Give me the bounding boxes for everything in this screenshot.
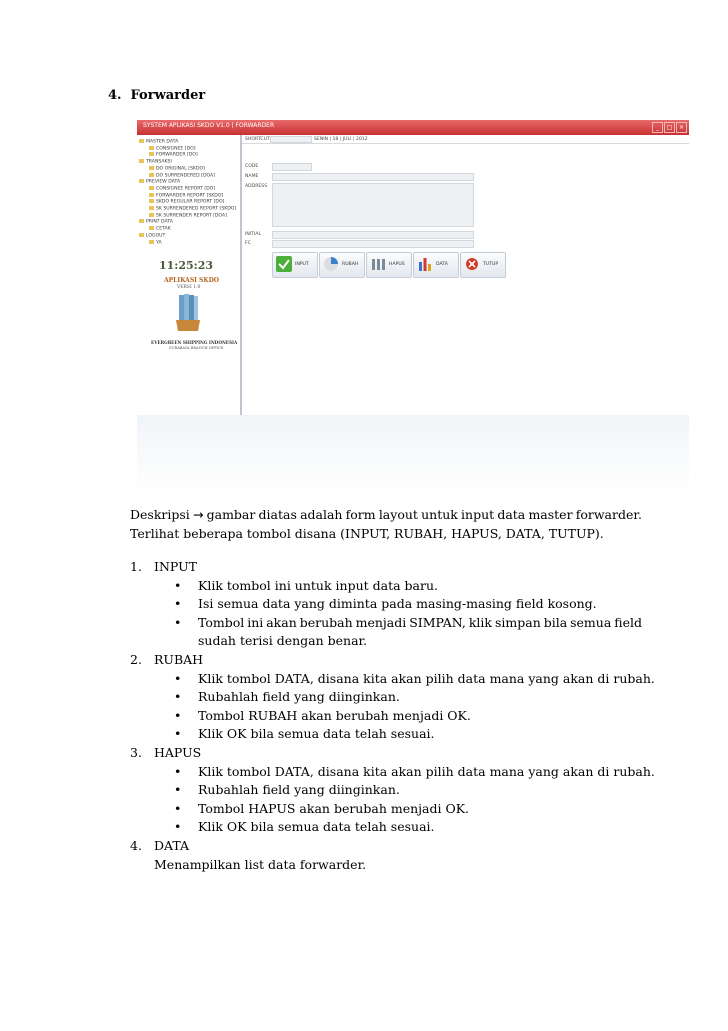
word: Tombol bbox=[198, 614, 245, 630]
app-screenshot bbox=[137, 120, 689, 500]
folder-icon bbox=[149, 193, 154, 197]
bullet-dot: • bbox=[174, 782, 182, 798]
bullet-text: Klik tombol DATA, disana kita akan pilih data mana yang akan di rubah. bbox=[198, 763, 655, 779]
clock-display: 11:25:23 bbox=[159, 259, 214, 272]
tree-item-label: PRINT DATA bbox=[146, 219, 173, 225]
word: berubah bbox=[299, 614, 353, 630]
initial-field[interactable] bbox=[272, 231, 474, 239]
hapus-button-label: HAPUS bbox=[389, 262, 405, 267]
tree-item-label: YA bbox=[156, 240, 162, 246]
word: diatas bbox=[258, 507, 297, 522]
description-line-1 bbox=[130, 505, 642, 524]
section-number: 4. bbox=[108, 88, 122, 103]
tree-item-label: FORWARDER [DO] bbox=[156, 152, 198, 158]
word: ini bbox=[247, 614, 264, 630]
divider bbox=[242, 143, 689, 144]
tree-item-label: TRANSAKSI bbox=[146, 159, 172, 165]
folder-icon bbox=[139, 139, 144, 143]
word: semua bbox=[570, 614, 612, 630]
bullet-dot: • bbox=[174, 726, 182, 742]
tree-item-label: DO ORIGINAL [SKDO] bbox=[156, 166, 205, 172]
bullet-dot: • bbox=[174, 800, 182, 816]
description-line-2: Terlihat beberapa tombol disana (INPUT, RUBAH, HAPUS, DATA, TUTUP). bbox=[130, 526, 604, 541]
bullet-dot: • bbox=[174, 596, 182, 612]
list-number: 2. bbox=[130, 652, 142, 667]
tree-item[interactable] bbox=[139, 179, 236, 186]
list-number: 4. bbox=[130, 838, 142, 853]
list-number: 1. bbox=[130, 559, 142, 574]
folder-icon bbox=[149, 240, 154, 244]
date-display: SENIN | 18 | JULI | 2012 bbox=[314, 137, 368, 142]
tutup-button[interactable] bbox=[460, 252, 506, 278]
tree-item[interactable] bbox=[139, 199, 236, 206]
folder-icon bbox=[149, 152, 154, 156]
bullet-item bbox=[174, 801, 469, 816]
checkmark-icon bbox=[276, 256, 292, 272]
input-button[interactable] bbox=[272, 252, 318, 278]
bullet-text: Rubahlah field yang diinginkan. bbox=[198, 689, 400, 705]
bullet-text: Rubahlah field yang diinginkan. bbox=[198, 782, 400, 798]
tree-item[interactable] bbox=[139, 152, 236, 159]
bullet-item bbox=[174, 689, 400, 704]
list-item-title bbox=[130, 559, 197, 574]
tree-item[interactable] bbox=[139, 213, 236, 220]
tree-item-label: MASTER DATA bbox=[146, 139, 179, 145]
navigation-sidebar bbox=[137, 135, 242, 415]
close-button[interactable]: × bbox=[676, 122, 687, 133]
tree-item[interactable] bbox=[139, 226, 236, 233]
description-paragraph bbox=[130, 505, 642, 543]
bullet-dot: • bbox=[174, 577, 182, 593]
folder-icon bbox=[139, 159, 144, 163]
word: form bbox=[345, 507, 376, 522]
bullet-dot: • bbox=[174, 819, 182, 835]
word: gambar bbox=[206, 507, 256, 522]
rubah-button[interactable] bbox=[319, 252, 365, 278]
tree-item-label: CETAK bbox=[156, 226, 171, 232]
tree-item[interactable] bbox=[139, 146, 236, 153]
bullet-item bbox=[174, 615, 642, 630]
tree-item[interactable] bbox=[139, 193, 236, 200]
bullet-text: Klik OK bila semua data telah sesuai. bbox=[198, 726, 435, 742]
list-number: 3. bbox=[130, 745, 142, 760]
company-name: EVERGREEN SHIPPING INDONESIA bbox=[151, 340, 238, 345]
name-field[interactable] bbox=[272, 173, 474, 181]
word: SIMPAN, bbox=[409, 614, 466, 630]
folder-icon bbox=[149, 206, 154, 210]
data-button[interactable] bbox=[413, 252, 459, 278]
bullet-item bbox=[174, 782, 400, 797]
code-field[interactable] bbox=[272, 163, 312, 171]
rubah-button-label: RUBAH bbox=[342, 262, 359, 267]
bullet-text: Tombol HAPUS akan berubah menjadi OK. bbox=[198, 800, 470, 816]
bullet-dot: • bbox=[174, 670, 182, 686]
shortcut-field[interactable] bbox=[270, 136, 312, 143]
company-subtitle: SURABAYA BRANCH OFFICE bbox=[169, 346, 224, 350]
tree-item-label: PREVIEW DATA bbox=[146, 179, 181, 185]
address-label: ADDRESS bbox=[245, 184, 268, 189]
tree-item[interactable] bbox=[139, 206, 236, 213]
tree-item[interactable] bbox=[139, 139, 236, 146]
word: simpan bbox=[494, 614, 541, 630]
tree-item[interactable] bbox=[139, 173, 236, 180]
bullet-item bbox=[174, 726, 435, 741]
word: layout bbox=[378, 507, 418, 522]
section-heading bbox=[108, 88, 205, 103]
list-title: DATA bbox=[154, 838, 190, 853]
input-button-label: INPUT bbox=[295, 262, 309, 267]
minimize-button[interactable]: _ bbox=[652, 122, 663, 133]
word: Deskripsi bbox=[130, 507, 190, 522]
tree-item[interactable] bbox=[139, 240, 236, 247]
tree-item-label: SK SURRENDER REPORT [DOA] bbox=[156, 213, 227, 219]
list-title: RUBAH bbox=[154, 652, 204, 667]
word: menjadi bbox=[355, 614, 407, 630]
pie-chart-icon bbox=[323, 256, 339, 272]
close-circle-icon bbox=[464, 256, 480, 272]
bullet-text: Klik tombol ini untuk input data baru. bbox=[198, 577, 438, 593]
code-label: CODE bbox=[245, 164, 259, 169]
section-title: Forwarder bbox=[130, 88, 206, 103]
bullet-item bbox=[174, 764, 655, 779]
window-title-bar bbox=[137, 120, 689, 135]
word: untuk bbox=[421, 507, 458, 522]
bullet-item bbox=[174, 578, 438, 593]
word: adalah bbox=[300, 507, 343, 522]
fc-label: FC bbox=[245, 241, 251, 246]
tree-item[interactable] bbox=[139, 159, 236, 166]
form-area bbox=[242, 135, 689, 415]
folder-icon bbox=[149, 213, 154, 217]
tree-item-label: LOGOUT bbox=[146, 233, 166, 239]
folder-icon bbox=[139, 219, 144, 223]
tree-item[interactable] bbox=[139, 166, 236, 173]
bullet-text: Klik tombol DATA, disana kita akan pilih data mana yang akan di rubah. bbox=[198, 670, 655, 686]
bullet-dot: • bbox=[174, 614, 182, 630]
hapus-button[interactable] bbox=[366, 252, 412, 278]
bullet-text: Isi semua data yang diminta pada masing-masing field kosong. bbox=[198, 596, 597, 612]
bullet-item bbox=[174, 708, 471, 723]
bullet-text bbox=[198, 615, 642, 630]
bullet-text: Klik OK bila semua data telah sesuai. bbox=[198, 819, 435, 835]
folder-icon bbox=[149, 146, 154, 150]
word: data bbox=[497, 507, 526, 522]
name-label: NAME bbox=[245, 174, 259, 179]
tutup-button-label: TUTUP bbox=[483, 262, 499, 267]
tree-item-label: CONSIGNEE [DO] bbox=[156, 146, 196, 152]
bullet-item bbox=[174, 671, 655, 686]
list-item-title bbox=[130, 652, 203, 667]
tree-item[interactable] bbox=[139, 186, 236, 193]
word: field bbox=[614, 614, 642, 630]
list-item-title bbox=[130, 838, 189, 853]
word: akan bbox=[266, 614, 297, 630]
bullet-item bbox=[174, 819, 435, 834]
folder-icon bbox=[149, 166, 154, 170]
folder-icon bbox=[139, 233, 144, 237]
tree-item[interactable] bbox=[139, 219, 236, 226]
bar-chart-icon bbox=[417, 256, 433, 272]
menu-tree bbox=[139, 139, 236, 246]
list-title: INPUT bbox=[154, 559, 197, 574]
reflection bbox=[137, 415, 689, 500]
list-item-text: Menampilkan list data forwarder. bbox=[154, 856, 367, 872]
fc-field[interactable] bbox=[272, 240, 474, 248]
list-item-title bbox=[130, 745, 201, 760]
list-title: HAPUS bbox=[154, 745, 202, 760]
shortcut-label: SHORTCUT bbox=[245, 137, 270, 142]
arrow-right-icon: → bbox=[192, 507, 204, 522]
folder-icon bbox=[149, 173, 154, 177]
folder-icon bbox=[149, 199, 154, 203]
tree-item-label: SK SURRENDERED REPORT [SKDO] bbox=[156, 206, 237, 212]
bullet-dot: • bbox=[174, 707, 182, 723]
word: input bbox=[461, 507, 495, 522]
tree-item[interactable] bbox=[139, 233, 236, 240]
folder-icon bbox=[149, 226, 154, 230]
address-field[interactable] bbox=[272, 183, 474, 227]
data-button-label: DATA bbox=[436, 262, 448, 267]
tree-item-label: DO SURRENDERED [DOA] bbox=[156, 173, 215, 179]
maximize-button[interactable]: □ bbox=[664, 122, 675, 133]
bullet-dot: • bbox=[174, 763, 182, 779]
window-title: SYSTEM APLIKASI SKDO V1.0 | FORWARDER bbox=[143, 122, 275, 129]
tree-item-label: CONSIGNEE REPORT [DO] bbox=[156, 186, 216, 192]
word: master bbox=[528, 507, 573, 522]
bullet-dot: • bbox=[174, 689, 182, 705]
binders-logo-icon bbox=[173, 293, 203, 333]
initial-label: INITIAL bbox=[245, 232, 262, 237]
tree-item-label: FORWARDER REPORT [SKDO] bbox=[156, 193, 224, 199]
app-version: VERSI 1.0 bbox=[177, 285, 201, 290]
bullet-text: Tombol RUBAH akan berubah menjadi OK. bbox=[198, 707, 471, 723]
app-title: APLIKASI SKDO bbox=[164, 277, 220, 284]
bullet-item bbox=[174, 596, 597, 611]
folder-icon bbox=[149, 186, 154, 190]
word: bila bbox=[543, 614, 568, 630]
folder-icon bbox=[139, 179, 144, 183]
word: forwarder. bbox=[575, 507, 642, 522]
bullet-continuation: sudah terisi dengan benar. bbox=[198, 633, 368, 649]
tree-item-label: SKDO REGULAR REPORT [DO] bbox=[156, 199, 225, 205]
word: klik bbox=[468, 614, 493, 630]
columns-icon bbox=[370, 256, 386, 272]
